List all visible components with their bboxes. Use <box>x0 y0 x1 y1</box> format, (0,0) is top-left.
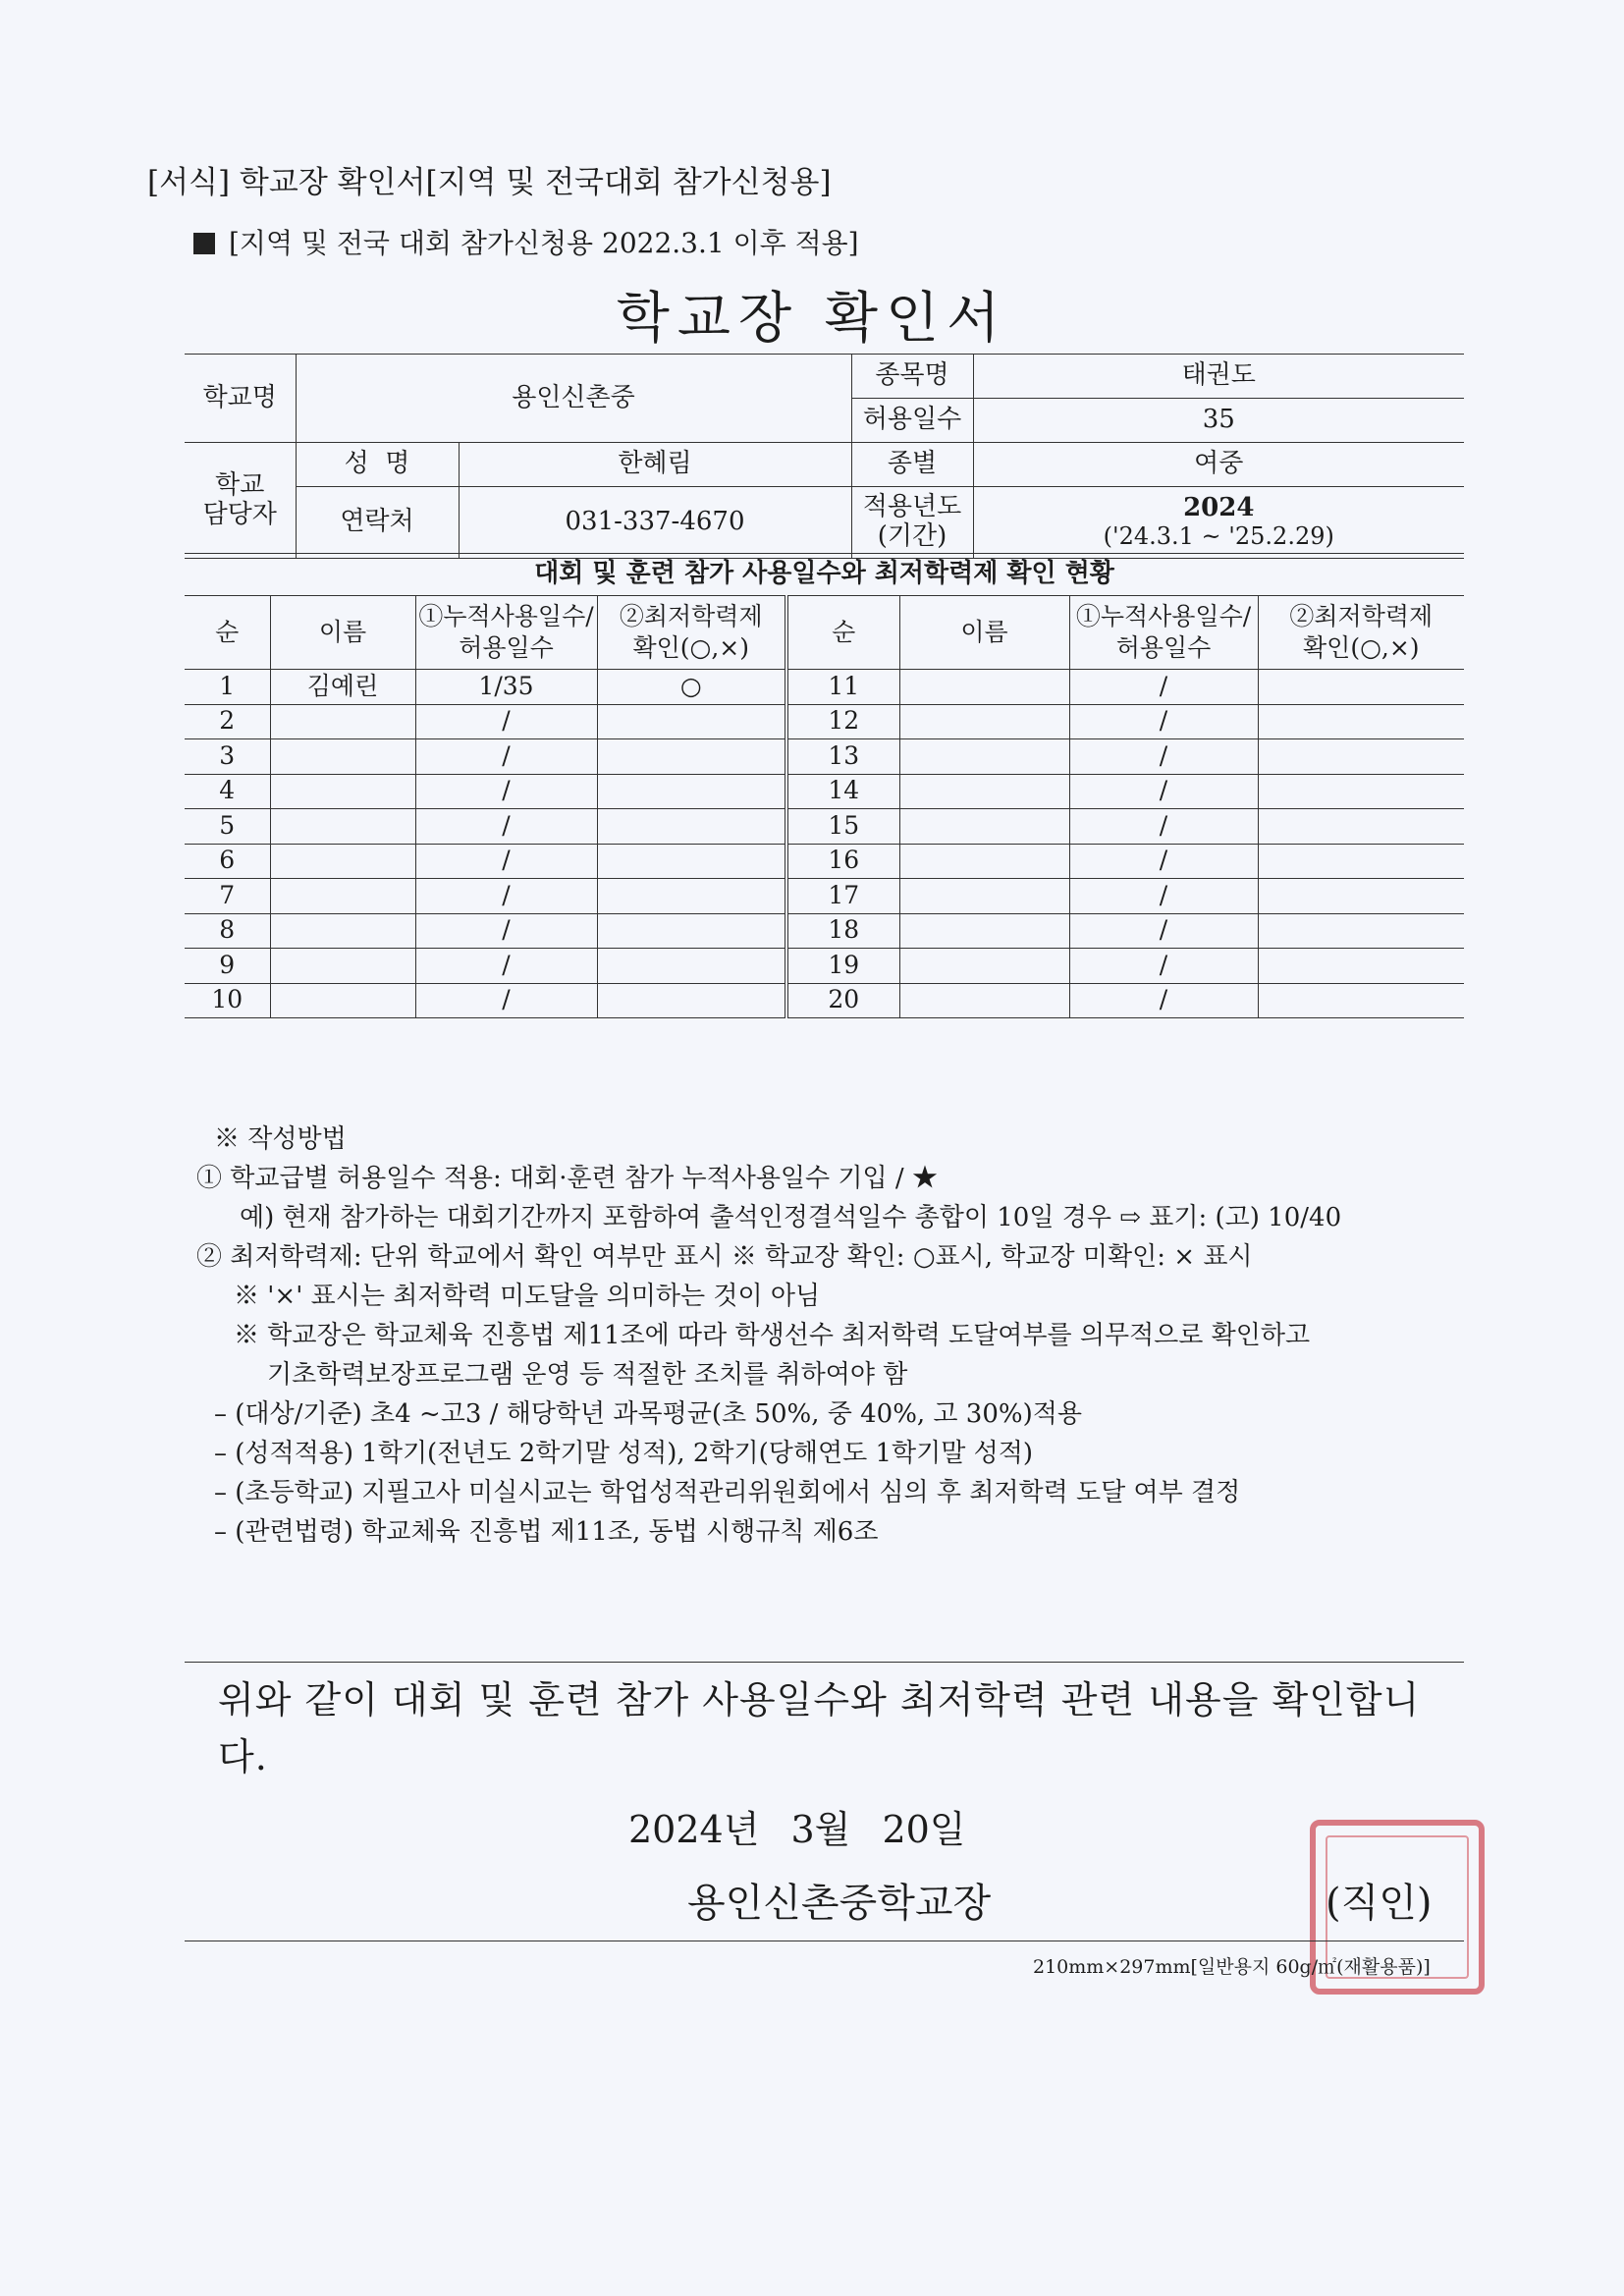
row-name <box>270 739 415 775</box>
school-name: 용인신촌중 <box>296 355 851 443</box>
row-no: 4 <box>185 774 270 809</box>
row-no: 1 <box>185 670 270 705</box>
row-min <box>597 809 786 845</box>
row-no: 19 <box>786 949 899 984</box>
col-name-left: 이름 <box>270 596 415 670</box>
col-no-right: 순 <box>786 596 899 670</box>
name-label: 성 명 <box>296 443 459 487</box>
row-min <box>1258 913 1464 949</box>
row-days: / <box>415 774 597 809</box>
divider <box>185 1662 1464 1663</box>
row-min: ○ <box>597 670 786 705</box>
year-label <box>851 487 973 559</box>
note-line: – (관련법령) 학교체육 진흥법 제11조, 동법 시행규칙 제6조 <box>214 1517 879 1547</box>
row-name <box>270 983 415 1018</box>
row-days: / <box>1069 844 1258 879</box>
table-row <box>185 739 1464 775</box>
row-min <box>1258 670 1464 705</box>
col-min-left-line1: ②최저학력제 <box>619 601 763 630</box>
row-days: / <box>1069 704 1258 739</box>
row-min <box>597 844 786 879</box>
col-days-left <box>415 596 597 670</box>
allowed-days: 35 <box>973 399 1464 443</box>
row-no: 3 <box>185 739 270 775</box>
col-min-left-line2: 확인(○,×) <box>632 633 749 662</box>
row-name <box>899 704 1069 739</box>
row-min <box>1258 879 1464 914</box>
applies-note <box>193 222 859 261</box>
row-days: / <box>1069 774 1258 809</box>
row-no: 7 <box>185 879 270 914</box>
table-header-row <box>185 596 1464 670</box>
row-days: / <box>415 844 597 879</box>
allowed-days-label: 허용일수 <box>851 399 973 443</box>
note-line: ※ 학교장은 학교체육 진흥법 제11조에 따라 학생선수 최저학력 도달여부를 의무적으로 확인하고 <box>234 1321 1311 1350</box>
row-no: 2 <box>185 704 270 739</box>
paper-spec: 210mm×297mm[일반용지 60g/㎡(재활용품)] <box>1033 1956 1431 1978</box>
col-name-right: 이름 <box>899 596 1069 670</box>
year: 2024 <box>1183 493 1255 523</box>
col-days-right <box>1069 596 1258 670</box>
row-min <box>1258 949 1464 984</box>
row-no: 11 <box>786 670 899 705</box>
note-line: 기초학력보장프로그램 운영 등 적절한 조치를 취하여야 함 <box>267 1360 908 1390</box>
signature-date: 2024년 3월 20일 <box>628 1808 966 1851</box>
event: 태권도 <box>973 355 1464 399</box>
row-name <box>899 983 1069 1018</box>
school-name-label: 학교명 <box>185 355 296 443</box>
table-row <box>185 774 1464 809</box>
table-row <box>185 949 1464 984</box>
col-days-left-line2: 허용일수 <box>459 633 554 662</box>
row-days: / <box>415 949 597 984</box>
col-days-left-line1: ①누적사용일수/ <box>418 601 594 630</box>
note-line: – (성적적용) 1학기(전년도 2학기말 성적), 2학기(당해연도 1학기말 성적) <box>214 1439 1034 1468</box>
notes-section <box>196 1120 1341 1552</box>
row-days: / <box>1069 879 1258 914</box>
seal-label: (직인) <box>1326 1881 1433 1926</box>
row-days: 1/35 <box>415 670 597 705</box>
confirmation-text: 위와 같이 대회 및 훈련 참가 사용일수와 최저학력 관련 내용을 확인합니다. <box>218 1678 1421 1778</box>
row-no: 15 <box>786 809 899 845</box>
table-row <box>185 983 1464 1018</box>
row-no: 12 <box>786 704 899 739</box>
col-min-right <box>1258 596 1464 670</box>
row-min <box>1258 704 1464 739</box>
row-min <box>1258 809 1464 845</box>
row-name <box>270 809 415 845</box>
note-line: 예) 현재 참가하는 대회기간까지 포함하여 출석인정결석일수 총합이 10일 경우 ⇨ 표기: (고) 10/40 <box>240 1203 1342 1232</box>
notes-heading: ※ 작성방법 <box>214 1124 347 1154</box>
row-min <box>597 983 786 1018</box>
row-no: 6 <box>185 844 270 879</box>
col-no-left: 순 <box>185 596 270 670</box>
contact-label <box>185 443 296 559</box>
note-line: – (초등학교) 지필고사 미실시교는 학업성적관리위원회에서 심의 후 최저학력 도달 여부 결정 <box>214 1478 1241 1507</box>
event-label: 종목명 <box>851 355 973 399</box>
row-days: / <box>415 983 597 1018</box>
row-days: / <box>415 704 597 739</box>
row-name <box>899 739 1069 775</box>
contact-label-line1: 학교 <box>215 469 265 500</box>
document-title: 학교장 확인서 <box>616 287 1008 351</box>
phone: 031-337-4670 <box>459 487 851 559</box>
table-row <box>185 844 1464 879</box>
row-days: / <box>415 809 597 845</box>
row-days: / <box>1069 739 1258 775</box>
year-cell <box>973 487 1464 559</box>
year-label-line2: (기간) <box>877 521 947 551</box>
category: 여중 <box>973 443 1464 487</box>
col-min-right-line2: 확인(○,×) <box>1303 633 1420 662</box>
row-name <box>899 844 1069 879</box>
row-days: / <box>1069 949 1258 984</box>
col-days-right-line1: ①누적사용일수/ <box>1075 601 1252 630</box>
note-line: ※ '×' 표시는 최저학력 미도달을 의미하는 것이 아님 <box>234 1282 821 1311</box>
row-no: 20 <box>786 983 899 1018</box>
row-min <box>597 739 786 775</box>
col-min-right-line1: ②최저학력제 <box>1289 601 1434 630</box>
row-name <box>899 670 1069 705</box>
row-name <box>270 844 415 879</box>
row-min <box>597 774 786 809</box>
row-min <box>1258 983 1464 1018</box>
row-days: / <box>1069 913 1258 949</box>
row-no: 16 <box>786 844 899 879</box>
row-name <box>899 949 1069 984</box>
row-name <box>899 774 1069 809</box>
row-name <box>270 879 415 914</box>
row-name <box>270 704 415 739</box>
contact-label-line2: 담당자 <box>202 499 277 529</box>
table-row <box>185 809 1464 845</box>
year-label-line1: 적용년도 <box>862 492 962 522</box>
row-min <box>597 879 786 914</box>
row-min <box>597 704 786 739</box>
row-days: / <box>415 879 597 914</box>
row-no: 18 <box>786 913 899 949</box>
row-no: 8 <box>185 913 270 949</box>
row-min <box>1258 739 1464 775</box>
note-line: ① 학교급별 허용일수 적용: 대회·훈련 참가 누적사용일수 기입 / ★ <box>196 1164 938 1193</box>
row-days: / <box>1069 670 1258 705</box>
row-min <box>1258 844 1464 879</box>
row-min <box>597 913 786 949</box>
row-days: / <box>415 913 597 949</box>
row-name <box>270 949 415 984</box>
row-no: 13 <box>786 739 899 775</box>
row-name <box>270 774 415 809</box>
table-caption: 대회 및 훈련 참가 사용일수와 최저학력제 확인 현황 <box>185 554 1464 596</box>
category-label: 종별 <box>851 443 973 487</box>
note-line: – (대상/기준) 초4 ~고3 / 해당학년 과목평균(초 50%, 중 40%, 고 30%)적용 <box>214 1399 1082 1429</box>
principal-name: 용인신촌중학교장 <box>687 1881 992 1926</box>
phone-label: 연락처 <box>296 487 459 559</box>
info-table <box>185 354 1464 559</box>
participation-table <box>185 553 1464 1018</box>
row-no: 17 <box>786 879 899 914</box>
row-name <box>270 913 415 949</box>
row-name <box>899 809 1069 845</box>
applies-note-text: [지역 및 전국 대회 참가신청용 2022.3.1 이후 적용] <box>229 227 859 259</box>
table-row <box>185 704 1464 739</box>
row-no: 9 <box>185 949 270 984</box>
form-label: [서식] 학교장 확인서[지역 및 전국대회 참가신청용] <box>147 165 832 200</box>
row-min <box>1258 774 1464 809</box>
contact-name: 한혜림 <box>459 443 851 487</box>
row-no: 14 <box>786 774 899 809</box>
period: ('24.3.1 ~ '25.2.29) <box>1103 522 1334 551</box>
table-row <box>185 670 1464 705</box>
row-name: 김예린 <box>270 670 415 705</box>
note-line: ② 최저학력제: 단위 학교에서 확인 여부만 표시 ※ 학교장 확인: ○표시, 학교장 미확인: × 표시 <box>196 1242 1253 1272</box>
col-days-right-line2: 허용일수 <box>1115 633 1212 662</box>
row-no: 10 <box>185 983 270 1018</box>
row-min <box>597 949 786 984</box>
col-min-left <box>597 596 786 670</box>
table-row <box>185 879 1464 914</box>
table-row <box>185 913 1464 949</box>
row-days: / <box>415 739 597 775</box>
square-bullet-icon <box>193 233 215 254</box>
row-days: / <box>1069 983 1258 1018</box>
row-no: 5 <box>185 809 270 845</box>
row-name <box>899 913 1069 949</box>
row-name <box>899 879 1069 914</box>
row-days: / <box>1069 809 1258 845</box>
